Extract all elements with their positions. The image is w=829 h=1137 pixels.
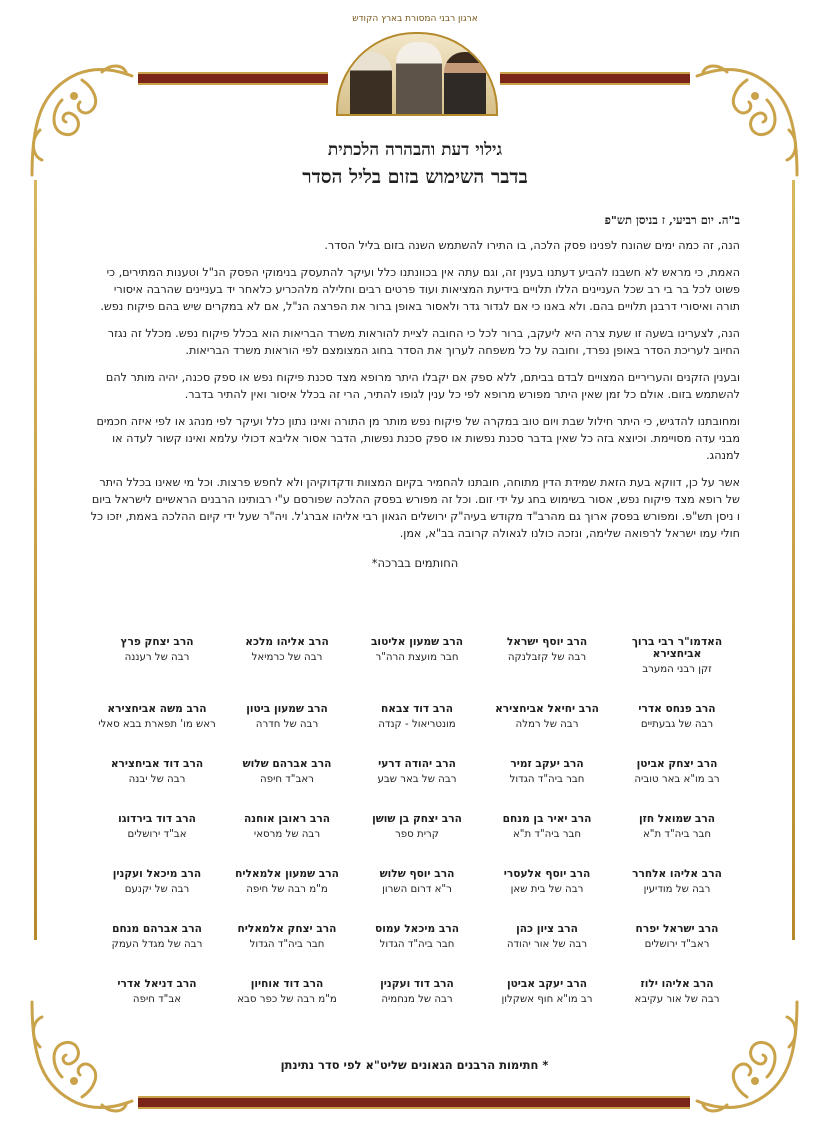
signer-title: רבה של כרמיאל: [251, 652, 323, 663]
signer: [222, 758, 352, 785]
signer-name: הרב יעקב אביטן: [506, 978, 588, 990]
signer-title: ראב"ד ירושלים: [644, 939, 710, 950]
signer-title: רבה של בית שאן: [510, 884, 584, 895]
signer-name: הרב יוסף שלוש: [379, 868, 455, 880]
signer-title: רבה של מרסאי: [253, 829, 321, 840]
signer: [92, 868, 222, 895]
signer-name: הרב משה אביחצירא: [107, 703, 207, 715]
rabbi-portrait: [444, 52, 486, 114]
signer: [612, 978, 742, 1005]
signer-name: הרב יוסף ישראל: [506, 636, 588, 648]
signer: [352, 978, 482, 1005]
signer: [482, 813, 612, 840]
signer: [92, 636, 222, 675]
signer-title: רבה של מנחמיה: [381, 994, 453, 1005]
signer: [222, 813, 352, 840]
signer-title: ר"א דרום השרון: [382, 884, 452, 895]
signer-title: רבה של גבעתיים: [640, 719, 714, 730]
bottom-bar: [138, 1096, 690, 1109]
signer-title: ראב"ד חיפה: [260, 774, 314, 785]
signer-title: מ"מ רבה של כפר סבא: [237, 994, 337, 1005]
signer-name: האדמו"ר רבי ברוך אביחצירא: [631, 636, 723, 660]
signer-name: הרב אליהו מלכא: [245, 636, 329, 648]
signer-title: רב מו"א חוף אשקלון: [501, 994, 593, 1005]
signer-name: הרב ציון כהן: [516, 923, 578, 935]
signer-title: רבה של מודיעין: [643, 884, 711, 895]
signer: [92, 813, 222, 840]
signer-name: הרב דוד צבאח: [381, 703, 453, 715]
signer-title: מונטריאול - קנדה: [378, 719, 456, 730]
signers-label: החותמים בברכה*: [371, 556, 459, 570]
signer-title: אב"ד ירושלים: [127, 829, 187, 840]
top-left-bar: [138, 72, 328, 85]
title-line-2: בדבר השימוש בזום בליל הסדר: [302, 166, 528, 188]
signer-name: הרב שמואל חזן: [638, 813, 716, 825]
signer-title: חבר ביה"ד ת"א: [512, 829, 582, 840]
signer-name: הרב יהודה דרעי: [378, 758, 456, 770]
title-line-1: גילוי דעת והבהרה הלכתית: [327, 140, 503, 160]
signer: [612, 636, 742, 675]
signer-name: הרב ראובן אוחנה: [243, 813, 331, 825]
paragraph: ובענין הזקנים והעריריים המצויים לבדם בביתם, ללא ספק אם יקבלו היתר מרופא מצד סכנת פיקוח נפש או ספק סכנה, יהיה מותר להם להשתמש בזום. אולם כל זמן שאין היתר מפורש מרופא לפי כל ענין לגופו להתיר, הרי זה בכלל איסור ואין להתיר בדבר.: [105, 371, 740, 401]
signer-name: הרב פנחס אדרי: [638, 703, 716, 715]
signer-name: הרב דוד אביחצירא: [110, 758, 204, 770]
signer-name: הרב יצחק בן שושן: [372, 813, 462, 825]
paragraph: אשר על כן, דווקא בעת הזאת שמידת הדין מתוחה, חובתנו להחמיר בקיום המצוות ודקדוקיהן ולא לחפש פרצות. וכל מי שאינו בכלל היתר של רופא מצד פיקוח נפש, אסור בשימוש בחג על ידי זום. וכל זה מפורש בפסק ההלכה שפורסם ע"י רבותינו הרבנים הראשיים לישראל ביום ו ניסן תש"פ. ומפורש בפסק ארוך גם מהרב"ד מקודש בעיה"ק ירושלים הגאון רבי אליהו אברג'ל. ויה"ר שעל ידי קיום ההלכה באמת, יזכו כל חולי עמו ישראל לרפואה שלימה, ונזכה כולנו לגאולה קרובה בב"א, אמן.: [90, 476, 740, 540]
signer-name: הרב מיכאל עמוס: [375, 923, 459, 935]
signer-title: זקן רבני המערב: [642, 664, 712, 675]
signer: [92, 703, 222, 730]
top-right-bar: [500, 72, 690, 85]
signer-title: רבה של יבנה: [128, 774, 186, 785]
rabbi-portrait: [350, 52, 392, 114]
signer: [222, 923, 352, 950]
signer-title: רבה של יקנעם: [124, 884, 190, 895]
signer-title: רבה של אור עקיבא: [634, 994, 720, 1005]
signer: [352, 758, 482, 785]
left-border-line: [34, 180, 37, 940]
signer: [352, 923, 482, 950]
signer-title: רב מו"א באר טוביה: [634, 774, 720, 785]
signer-name: הרב שמעון אליטוב: [370, 636, 464, 648]
signer: [482, 758, 612, 785]
signer-title: רבה של רמלה: [515, 719, 579, 730]
signer: [92, 978, 222, 1005]
signer: [352, 813, 482, 840]
header-logo: [336, 10, 494, 112]
signer-title: רבה של אור יהודה: [506, 939, 588, 950]
paragraph: האמת, כי מראש לא חשבנו להביע דעתנו בענין זה, וגם עתה אין בכוונתנו כלל ועיקר להתעסק בנימוקי הפסק הנ"ל וטענות המתירים, כי פשוט לכל בר בי רב שכל העניינים הללו תלויים בידיעת המציאות ועוד פרטים רבים וחלילה מלהכריע כלאחר יד בעניינים שהרבה איסורי תורה ואיסורי דרבנן תלויים בהם. ולא באנו כי אם לגדור גדר ולאסור באופן ברור את הפרצה הנ"ל, אם לא במקרים שיש בהם פיקוח נפש.: [100, 266, 740, 313]
signer-title: ראש מו' תפארת בבא סאלי: [98, 719, 216, 730]
signer: [612, 758, 742, 785]
paragraph: ומחובתנו להדגיש, כי היתר חילול שבת ויום טוב במקרה של פיקוח נפש מותר מן התורה ואינו נתון כלל ועיקר לפי מנהג או לפי איזה חכמים מבני עדה מסויימת. וכיוצא בזה כל שאין בדבר סכנת נפשות או ספק סכנת נפשות, הדבר אסור אליבא דכולי עלמא ואינו קשור לעדה או למנהג.: [96, 415, 740, 462]
signer-name: הרב דוד בירדוגו: [118, 813, 196, 825]
signer: [612, 813, 742, 840]
signer-title: קרית ספר: [395, 829, 439, 840]
signer-name: הרב מיכאל ועקנין: [112, 868, 202, 880]
signer-title: רבה של באר שבע: [377, 774, 457, 785]
signer-title: חבר ביה"ד הגדול: [379, 939, 455, 950]
portraits-arch: [336, 32, 498, 116]
signer: [92, 923, 222, 950]
signer-title: חבר ביה"ד הגדול: [249, 939, 325, 950]
signer-name: הרב שמעון אלמאליח: [235, 868, 339, 880]
signer-name: הרב יצחק אלמאליח: [237, 923, 337, 935]
signer: [352, 868, 482, 895]
signer-name: הרב יחיאל אביחצירא: [495, 703, 599, 715]
signer-name: הרב אברהם מנחם: [112, 923, 202, 935]
signer-name: הרב אליהו ילוז: [640, 978, 714, 990]
signer: [612, 868, 742, 895]
signer-title: חבר ביה"ד ת"א: [642, 829, 712, 840]
signer-name: הרב דוד ועקנין: [380, 978, 454, 990]
signer: [482, 978, 612, 1005]
signer: [222, 868, 352, 895]
signer-name: הרב יוסף אלעסרי: [503, 868, 591, 880]
signer-name: הרב ישראל יפרח: [635, 923, 719, 935]
signer: [222, 978, 352, 1005]
signer-title: חבר ביה"ד הגדול: [509, 774, 585, 785]
signer: [482, 923, 612, 950]
signer-title: רבה של רעננה: [124, 652, 190, 663]
signer-name: הרב אברהם שלוש: [242, 758, 332, 770]
signer-name: הרב אליהו אלחרר: [632, 868, 722, 880]
signer: [612, 923, 742, 950]
org-name: ארגון רבני המסורת בארץ הקודש: [352, 14, 478, 24]
signer: [352, 636, 482, 675]
signer-name: הרב יעקב זמיר: [510, 758, 584, 770]
signer-name: הרב שמעון ביטון: [246, 703, 328, 715]
signer-name: הרב יאיר בן מנחם: [502, 813, 592, 825]
signer: [222, 703, 352, 730]
letter-body: [90, 140, 740, 570]
signer-title: רבה של מגדל העמק: [111, 939, 203, 950]
rabbi-portrait: [396, 42, 442, 114]
signer-name: הרב יצחק פרץ: [120, 636, 194, 648]
signer-name: הרב דוד אוחיון: [250, 978, 324, 990]
signer: [482, 868, 612, 895]
paragraph: הנה, לצערינו בשעה זו שעת צרה היא ליעקב, ברור לכל כי החובה לציית להוראות משרד הבריאות הוא בכלל פיקוח נפש. מכלל זה נגזר החיוב לעריכת הסדר באופן נפרד, וחובה על כל משפחה לערוך את הסדר בחוג המצומצם לפי הוראות משרד הבריאות.: [107, 327, 740, 357]
signer-title: אב"ד חיפה: [132, 994, 182, 1005]
signer-name: הרב יצחק אביטן: [636, 758, 718, 770]
signer: [92, 758, 222, 785]
signer-title: חבר מועצת הרה"ר: [375, 652, 459, 663]
signer: [612, 703, 742, 730]
scroll-ornament-icon: [687, 997, 807, 1117]
signer: [482, 703, 612, 730]
scroll-ornament-icon: [22, 997, 142, 1117]
date-line: ב"ה. יום רביעי, ז בניסן תש"פ: [604, 213, 740, 227]
footnote: * חתימות הרבנים הגאונים שליט"א לפי סדר נתינתן: [280, 1058, 549, 1072]
right-border-line: [792, 180, 795, 940]
signer-title: רבה של קזבלנקה: [507, 652, 587, 663]
signer: [482, 636, 612, 675]
signer: [222, 636, 352, 675]
signer-title: מ"מ רבה של חיפה: [246, 884, 328, 895]
signers-grid: [92, 636, 742, 1005]
signer-name: הרב דניאל אדרי: [117, 978, 197, 990]
paragraph: הנה, זה כמה ימים שהונח לפנינו פסק הלכה, בו התירו להשתמש השנה בזום בליל הסדר.: [324, 239, 740, 252]
signer-title: רבה של חדרה: [255, 719, 319, 730]
signer: [352, 703, 482, 730]
